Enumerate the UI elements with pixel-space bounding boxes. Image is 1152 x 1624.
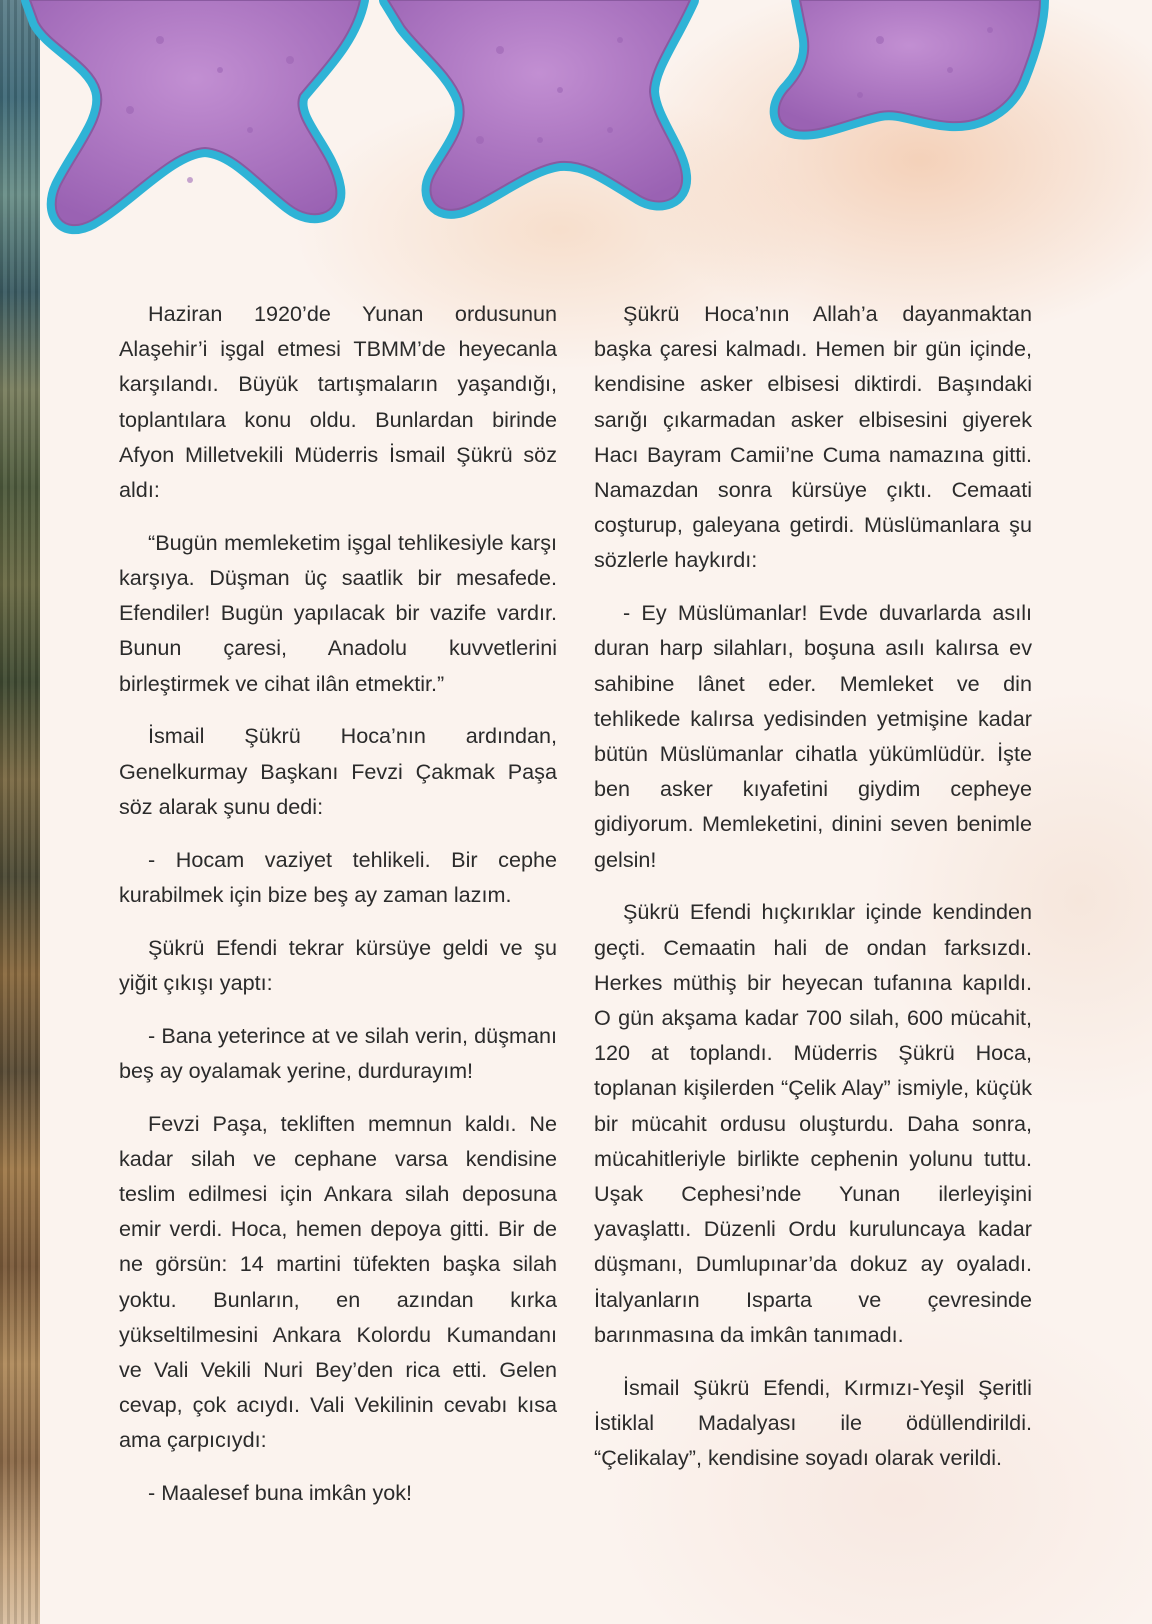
paragraph-dialogue: - Maalesef buna imkân yok! [148,1480,413,1506]
starfish-left-icon [30,0,360,225]
paragraph: Şükrü Hoca’nın Allah’a dayanmaktan başka çaresi kalmadı. Hemen bir gün içinde, kendisine asker elbisesi diktirdi. Başındaki sarığı çıkarmadan asker elbisesini giyerek Hacı Bayram Camii’ne Cuma namazına gitti. Namazdan sonra kürsüye çıktı. Cemaati coşturup, galeyana getirdi. Müslümanlara şu sözlerle haykırdı: [594,301,1032,573]
paragraph: İsmail Şükrü Efendi, Kırmızı-Yeşil Şeritli İstiklal Madalyası ile ödüllendirildi. “Çelikalay”, kendisine soyadı olarak verildi. [594,1374,1032,1471]
starfish-decoration [0,0,1152,240]
paragraph-dialogue: - Bana yeterince at ve silah verin, düşmanı beş ay oyalamak yerine, durdurayım! [119,1022,557,1083]
paragraph: Şükrü Efendi tekrar kürsüye geldi ve şu yiğit çıkışı yaptı: [119,934,557,995]
paragraph: Şükrü Efendi hıçkırıklar içinde kendinden geçti. Cemaatin hali de ondan farksızdı. Herkes müthiş bir heyecan tufanına kapıldı. O gün akşama kadar 700 silah, 600 mücahit, 120 at toplandı. Müderris Şükrü Hoca, toplanan kişilerden “Çelik Alay” ismiyle, küçük bir mücahit ordusu oluşturdu. Daha sonra, mücahitleriyle birlikte cephenin yolunu tuttu. Uşak Cephesi’nde Yunan ilerleyişini yavaşlattı. Düzenli Ordu kuruluncaya kadar düşmanı, Dumlupınar’da dokuz ay oyaladı. İtalyanların Isparta ve çevresinde barınmasına da imkân tanımadı. [594,899,1032,1347]
starfish-right-icon [779,0,1040,131]
paragraph: Fevzi Paşa, tekliften memnun kaldı. Ne kadar silah ve cephane varsa kendisine teslim edilmesi için Ankara silah deposuna emir verdi. Hoca, hemen depoya gitti. Bir de ne görsün: 14 martini tüfekten başka silah yoktu. Bunların, en azından kırka yükseltilmesini Ankara Kolordu Kumandanı ve Vali Vekili Nuri Bey’den rica etti. Gelen cevap, çok acıydı. Vali Vekilinin cevabı kısa ama çarpıcıydı: [119,1110,557,1453]
left-text-column [119,296,557,1528]
side-photo-strip [0,0,40,1624]
paragraph-quote: “Bugün memleketim işgal tehlikesiyle karşı karşıya. Düşman üç saatlik bir mesafede. Efendiler! Bugün yapılacak bir vazife vardır. Bunun çaresi, Anadolu kuvvetlerini birleştirmek ve cihat ilân etmektir.” [119,529,557,696]
starfish-middle-icon [388,0,690,210]
paragraph-dialogue: - Hocam vaziyet tehlikeli. Bir cephe kurabilmek için bize beş ay zaman lazım. [119,846,557,907]
paragraph: İsmail Şükrü Hoca’nın ardından, Genelkurmay Başkanı Fevzi Çakmak Paşa söz alarak şunu dedi: [119,723,557,819]
paragraph: Haziran 1920’de Yunan ordusunun Alaşehir’i işgal etmesi TBMM’de heyecanla karşılandı. Büyük tartışmaların yaşandığı, toplantılara konu oldu. Bunlardan birinde Afyon Milletvekili Müderris İsmail Şükrü söz aldı: [119,301,557,503]
right-text-column [594,296,1032,1493]
paragraph-dialogue: - Ey Müslümanlar! Evde duvarlarda asılı duran harp silahları, boşuna asılı kalırsa ev sahibine lânet eder. Memleket ve din tehlikede kalırsa yedisinden yetmişine kadar bütün Müslümanlar cihatla yükümlüdür. İşte ben asker kıyafetini giydim cepheye gidiyorum. Memleketini, dinini seven benimle gelsin! [594,600,1032,872]
